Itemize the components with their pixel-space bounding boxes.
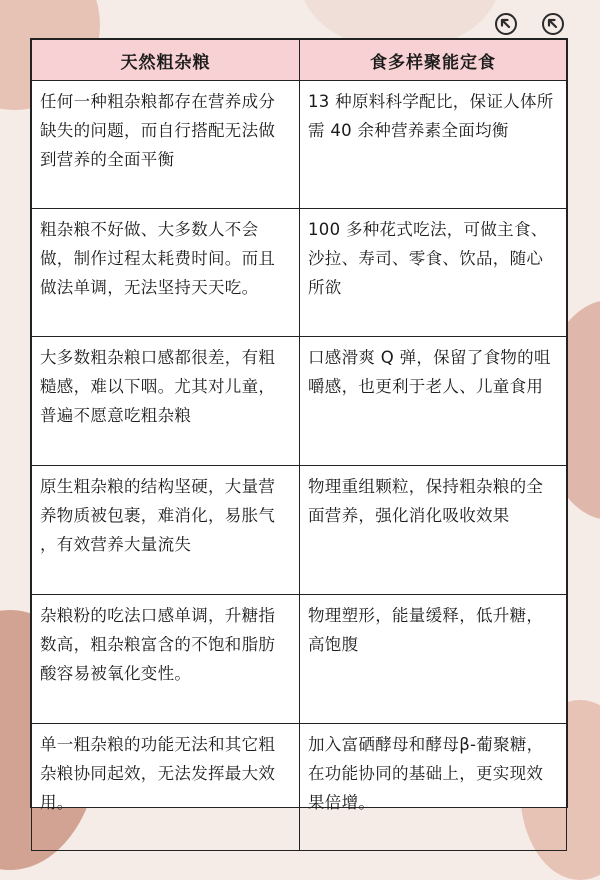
table-cell: 单一粗杂粮的功能无法和其它粗杂粮协同起效，无法发挥最大效用。 <box>32 724 300 851</box>
table-cell: 物理塑形，能量缓释，低升糖，高饱腹 <box>300 595 567 724</box>
column-header: 食多样聚能定食 <box>300 40 567 81</box>
table-cell: 物理重组颗粒，保持粗杂粮的全面营养，强化消化吸收效果 <box>300 466 567 595</box>
table-header-row <box>32 40 567 81</box>
collapse-arrow-icon[interactable] <box>495 13 517 35</box>
table-row <box>32 595 567 724</box>
table-row <box>32 466 567 595</box>
comparison-card <box>30 38 568 812</box>
table-cell: 大多数粗杂粮口感都很差，有粗糙感，难以下咽。尤其对儿童，普遍不愿意吃粗杂粮 <box>32 337 300 466</box>
table-cell: 口感滑爽 Q 弹，保留了食物的咀嚼感，也更利于老人、儿童食用 <box>300 337 567 466</box>
table-cell: 加入富硒酵母和酵母β-葡聚糖，在功能协同的基础上，更实现效果倍增。 <box>300 724 567 851</box>
table-row <box>32 81 567 209</box>
table-cell: 原生粗杂粮的结构坚硬，大量营养物质被包裹，难消化，易胀气 ，有效营养大量流失 <box>32 466 300 595</box>
table-cell: 100 多种花式吃法，可做主食、沙拉、寿司、零食、饮品，随心所欲 <box>300 209 567 337</box>
table-cell: 任何一种粗杂粮都存在营养成分缺失的问题，而自行搭配无法做到营养的全面平衡 <box>32 81 300 209</box>
table-cell: 粗杂粮不好做、大多数人不会做，制作过程太耗费时间。而且做法单调，无法坚持天天吃。 <box>32 209 300 337</box>
column-header: 天然粗杂粮 <box>32 40 300 81</box>
table-cell: 13 种原料科学配比，保证人体所需 40 余种营养素全面均衡 <box>300 81 567 209</box>
collapse-arrow-icon[interactable] <box>542 13 564 35</box>
table-row <box>32 337 567 466</box>
comparison-table <box>31 39 567 851</box>
table-row <box>32 209 567 337</box>
table-row <box>32 724 567 851</box>
table-cell: 杂粮粉的吃法口感单调，升糖指数高，粗杂粮富含的不饱和脂肪酸容易被氧化变性。 <box>32 595 300 724</box>
